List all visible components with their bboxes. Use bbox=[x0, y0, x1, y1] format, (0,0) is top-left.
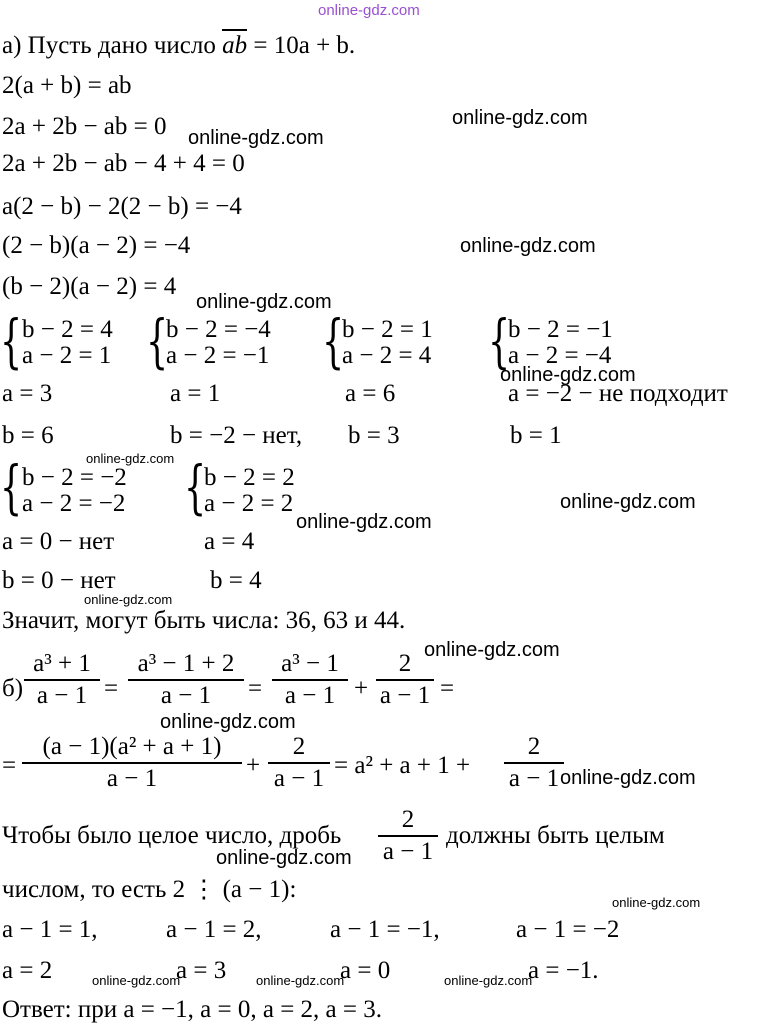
watermark: online-gdz.com bbox=[188, 127, 324, 149]
fraction: 2 a − 1 bbox=[376, 650, 434, 710]
system-2-eq-2: a − 2 = −1 bbox=[166, 342, 270, 369]
watermark: online-gdz.com bbox=[612, 895, 701, 910]
case-2-eq: a − 1 = 2, bbox=[166, 916, 262, 943]
watermark: online-gdz.com bbox=[424, 639, 560, 661]
part-b-text-2: числом, то есть 2 ⋮ (a − 1): bbox=[2, 876, 297, 903]
watermark: online-gdz.com bbox=[216, 847, 352, 869]
equals-sign: = bbox=[440, 675, 455, 702]
equals-sign: = bbox=[104, 675, 119, 702]
system-2-eq-1: b − 2 = −4 bbox=[166, 316, 271, 343]
result-1-a: a = 3 bbox=[2, 380, 53, 407]
case-4-eq: a − 1 = −2 bbox=[516, 916, 620, 943]
watermark: online-gdz.com bbox=[560, 491, 696, 513]
watermark: online-gdz.com bbox=[256, 973, 345, 988]
fraction: (a − 1)(a² + a + 1) a − 1 bbox=[22, 733, 242, 793]
watermark: online-gdz.com bbox=[196, 291, 332, 313]
result-6-b: b = 4 bbox=[210, 567, 262, 594]
result-1-b: b = 6 bbox=[2, 422, 54, 449]
system-4-eq-2: a − 2 = −4 bbox=[508, 342, 612, 369]
system-3-eq-2: a − 2 = 4 bbox=[342, 342, 432, 369]
result-6-a: a = 4 bbox=[204, 528, 255, 555]
eq-line-6: (b − 2)(a − 2) = 4 bbox=[2, 273, 177, 300]
result-4-a: a = −2 − не подходит bbox=[508, 380, 728, 407]
answer-line: Ответ: при a = −1, a = 0, a = 2, a = 3. bbox=[2, 996, 382, 1023]
sum-expression: = a² + a + 1 + bbox=[334, 752, 471, 779]
result-4-b: b = 1 bbox=[510, 422, 562, 449]
watermark: online-gdz.com bbox=[296, 511, 432, 533]
fraction: a³ − 1 + 2 a − 1 bbox=[128, 650, 244, 710]
watermark: online-gdz.com bbox=[160, 711, 296, 733]
case-3-eq: a − 1 = −1, bbox=[330, 916, 440, 943]
part-b-text-1-suffix: должны быть целым bbox=[446, 822, 665, 849]
system-5-eq-1: b − 2 = −2 bbox=[22, 464, 127, 491]
system-brace: { bbox=[322, 307, 345, 375]
system-brace: { bbox=[0, 307, 23, 375]
watermark: online-gdz.com bbox=[500, 364, 636, 386]
system-brace: { bbox=[146, 307, 169, 375]
fraction: a³ + 1 a − 1 bbox=[24, 650, 100, 710]
result-2-b: b = −2 − нет, bbox=[170, 422, 303, 449]
result-3-a: a = 6 bbox=[345, 380, 396, 407]
case-2-result: a = 3 bbox=[176, 957, 227, 984]
result-5-b: b = 0 − нет bbox=[2, 567, 116, 594]
eq-line-4: a(2 − b) − 2(2 − b) = −4 bbox=[2, 193, 242, 220]
case-3-result: a = 0 bbox=[340, 957, 391, 984]
fraction: 2 a − 1 bbox=[504, 733, 564, 793]
system-brace: { bbox=[0, 453, 23, 521]
case-4-result: a = −1. bbox=[528, 957, 599, 984]
equals-sign: = bbox=[248, 675, 263, 702]
system-1-eq-1: b − 2 = 4 bbox=[22, 316, 113, 343]
fraction: 2 a − 1 bbox=[268, 733, 330, 793]
fraction: a³ − 1 a − 1 bbox=[272, 650, 348, 710]
part-a-intro: а) Пусть дано число ab = 10a + b. bbox=[2, 32, 356, 59]
system-6-eq-2: a − 2 = 2 bbox=[204, 490, 294, 517]
watermark: online-gdz.com bbox=[560, 767, 696, 789]
eq-line-2: 2a + 2b − ab = 0 bbox=[2, 113, 167, 140]
case-1-eq: a − 1 = 1, bbox=[2, 916, 98, 943]
system-6-eq-1: b − 2 = 2 bbox=[204, 464, 295, 491]
watermark: online-gdz.com bbox=[92, 973, 181, 988]
system-5-eq-2: a − 2 = −2 bbox=[22, 490, 126, 517]
watermark: online-gdz.com bbox=[84, 592, 173, 607]
result-5-a: a = 0 − нет bbox=[2, 528, 115, 555]
system-3-eq-1: b − 2 = 1 bbox=[342, 316, 433, 343]
system-1-eq-2: a − 2 = 1 bbox=[22, 342, 112, 369]
eq-line-5: (2 − b)(a − 2) = −4 bbox=[2, 232, 191, 259]
plus-sign: + bbox=[354, 675, 369, 702]
case-1-result: a = 2 bbox=[2, 957, 53, 984]
system-4-eq-1: b − 2 = −1 bbox=[508, 316, 613, 343]
plus-sign: + bbox=[246, 752, 261, 779]
system-brace: { bbox=[184, 453, 207, 521]
eq-line-3: 2a + 2b − ab − 4 + 4 = 0 bbox=[2, 150, 245, 177]
watermark: online-gdz.com bbox=[460, 235, 596, 257]
result-3-b: b = 3 bbox=[348, 422, 400, 449]
part-b-text-1: Чтобы было целое число, дробь bbox=[2, 822, 342, 849]
eq-line-1: 2(a + b) = ab bbox=[2, 72, 132, 99]
fraction: 2 a − 1 bbox=[378, 806, 438, 866]
top-watermark: online-gdz.com bbox=[318, 2, 420, 19]
watermark: online-gdz.com bbox=[444, 973, 533, 988]
part-b-label: б) bbox=[2, 675, 24, 702]
watermark: online-gdz.com bbox=[86, 451, 175, 466]
equals-sign: = bbox=[2, 752, 17, 779]
system-brace: { bbox=[488, 307, 511, 375]
result-2-a: a = 1 bbox=[170, 380, 221, 407]
watermark: online-gdz.com bbox=[452, 107, 588, 129]
part-a-conclusion: Значит, могут быть числа: 36, 63 и 44. bbox=[2, 607, 406, 634]
